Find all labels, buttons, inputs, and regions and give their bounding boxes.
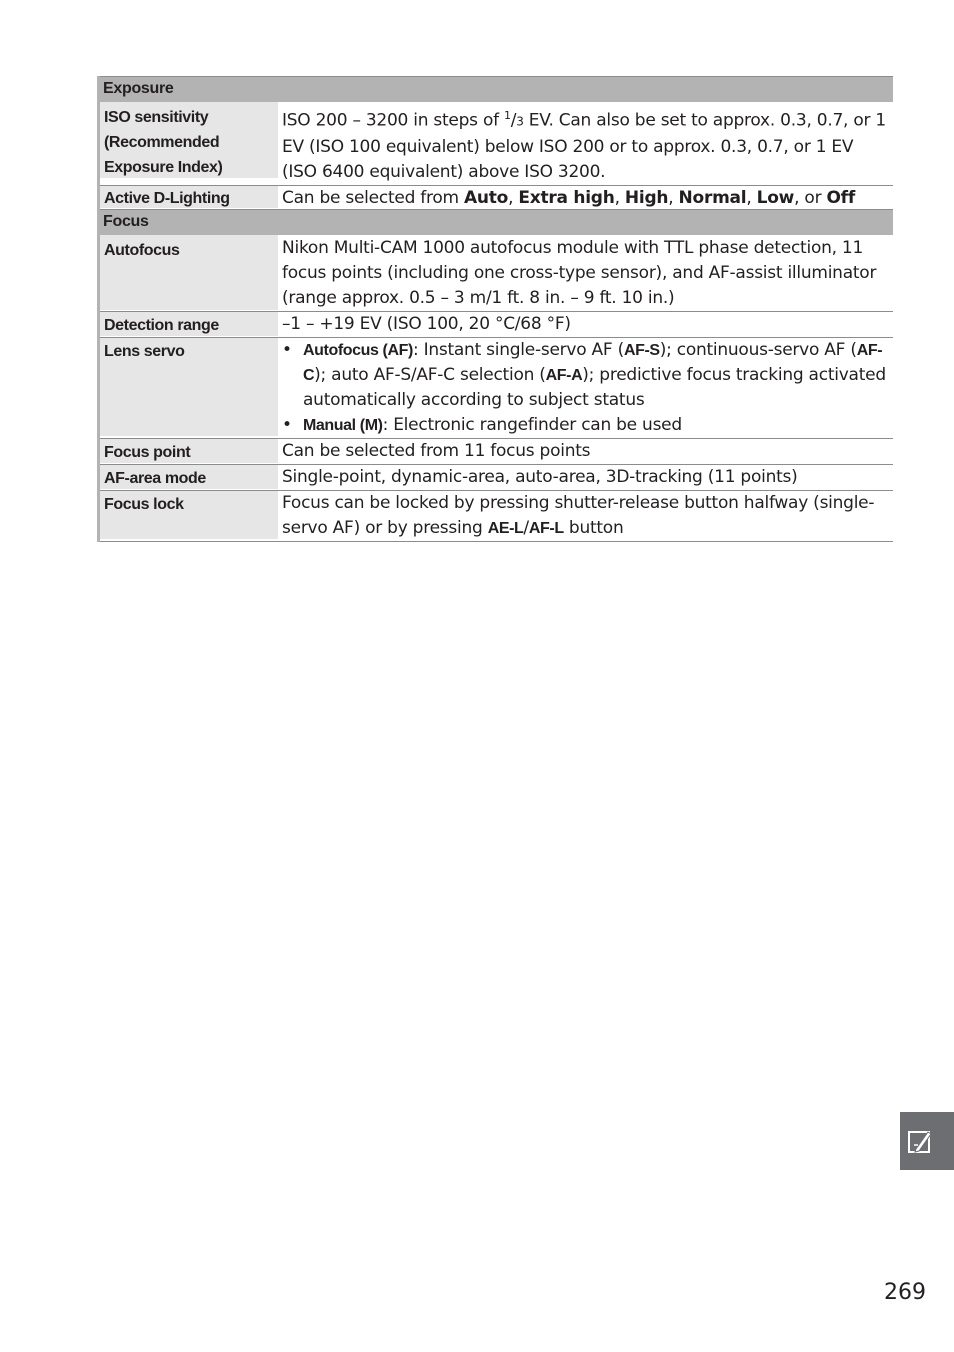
area-label: AF-area mode (100, 465, 278, 489)
adl-value: Can be selected from Auto, Extra high, High, Normal, Low, or Off (282, 187, 855, 208)
exposure-heading: Exposure (100, 76, 893, 102)
lock-label: Focus lock (100, 491, 278, 539)
point-value: Can be selected from 11 focus points (282, 441, 591, 461)
spec-row-focus-lock (100, 491, 893, 542)
list-item: • Autofocus (AF): Instant single-servo AF (AF-S); continuous-servo AF (AF-C); auto AF-S/AF-C selection (AF-A); predictive focus tracking activated automatically according to subject status (282, 340, 886, 410)
exposure-section (97, 76, 893, 212)
detection-value: –1 – +19 EV (ISO 100, 20 °C/68 °F) (282, 314, 571, 334)
iso-value: ISO 200 – 3200 in steps of $^1$/3 EV. Can also be set to approx. 0.3, 0.7, or 1 EV (ISO 100 equivalent) below ISO 200 or to approx. 0.3, 0.7, or 1 EV (ISO 6400 equivalent) above ISO 3200. (282, 109, 886, 182)
servo-value (278, 338, 893, 438)
adl-label: Active D-Lighting (100, 186, 278, 208)
lock-value: Focus can be locked by pressing shutter-release button halfway (single-servo AF) or by pressing AE-L/AF-L button (282, 493, 875, 538)
spec-row-af-area (100, 465, 893, 491)
point-label: Focus point (100, 439, 278, 463)
focus-section (97, 209, 893, 542)
spec-row-adl (100, 186, 893, 212)
spec-row-iso (100, 102, 893, 186)
spec-row-focus-point (100, 439, 893, 465)
section-tab (900, 1112, 954, 1170)
pencil-note-icon (908, 1129, 934, 1159)
area-value: Single-point, dynamic-area, auto-area, 3D-tracking (11 points) (282, 467, 798, 487)
spec-row-lens-servo (100, 338, 893, 439)
autofocus-label: Autofocus (100, 235, 278, 310)
servo-label: Lens servo (100, 338, 278, 436)
spec-row-autofocus (100, 235, 893, 312)
spec-row-detection (100, 312, 893, 338)
focus-heading: Focus (100, 209, 893, 235)
iso-label: ISO sensitivity (Recommended Exposure Index) (100, 102, 278, 178)
autofocus-value: Nikon Multi-CAM 1000 autofocus module with TTL phase detection, 11 focus points (including one cross-type sensor), and AF-assist illuminator (range approx. 0.5 – 3 m/1 ft. 8 in. – 9 ft. 10 in.) (282, 238, 877, 308)
page-number: 269 (884, 1280, 926, 1305)
detection-label: Detection range (100, 312, 278, 336)
list-item: • Manual (M): Electronic rangefinder can be used (282, 415, 682, 435)
